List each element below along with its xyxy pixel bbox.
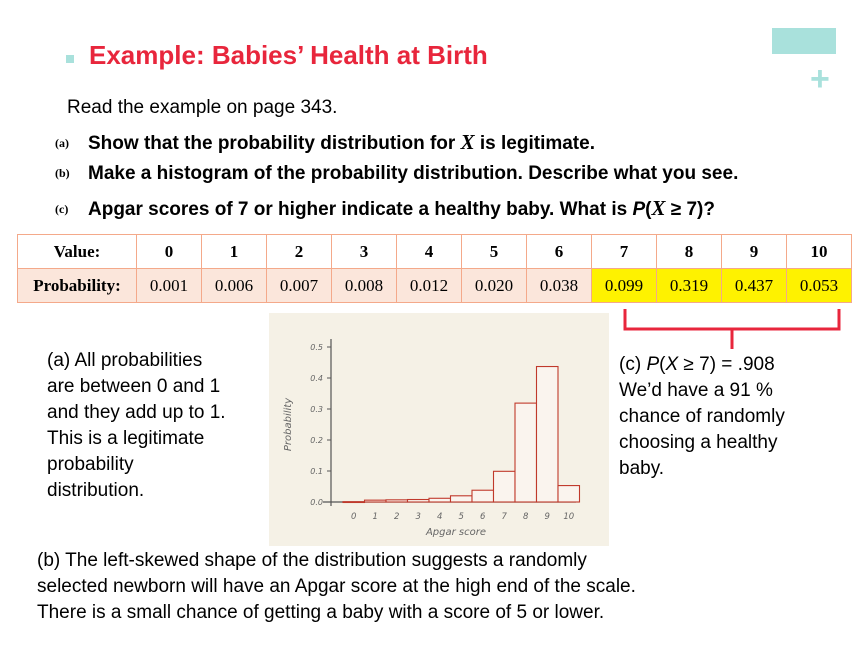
x-tick-label: 7 [501,512,507,522]
item-c-letter: (c) [55,202,69,217]
table-cell-value: 1 [202,235,267,269]
histogram-bar [386,500,408,502]
histogram-bar [558,486,580,502]
table-cell-probability: 0.020 [462,269,527,303]
answer-b-line: (b) The left-skewed shape of the distribution suggests a randomly [37,550,587,571]
x-tick-label: 2 [394,512,400,522]
answer-a-line: This is a legitimate [47,428,205,449]
item-a-text-end: is legitimate. [474,133,595,154]
y-tick-label: 0.3 [310,405,323,414]
table-cell-value: 0 [137,235,202,269]
answer-c [619,352,785,482]
table-cell-probability: 0.012 [397,269,462,303]
answer-c-value: ≥ 7) = .908 [678,354,775,375]
answer-a-line: (a) All probabilities [47,350,203,371]
item-b-letter: (b) [55,166,70,181]
table-cell-value: 5 [462,235,527,269]
item-c-open: ( [645,199,652,220]
plus-icon: + [810,60,830,98]
answer-b-line: There is a small chance of getting a baby with a score of 5 or lower. [37,602,605,623]
histogram-bar [472,490,494,502]
answer-c-line: choosing a healthy [619,432,778,453]
answer-a-line: distribution. [47,480,145,501]
table-header-value: Value: [18,235,137,269]
histogram-bar [408,500,430,502]
table-cell-probability-highlighted: 0.319 [657,269,722,303]
item-b [55,163,738,185]
y-tick-label: 0.2 [310,436,323,445]
histogram-bar [515,403,537,502]
answer-a-line: are between 0 and 1 [47,376,221,397]
item-a-variable: X [460,130,475,154]
answer-a-line: and they add up to 1. [47,402,226,423]
x-tick-label: 9 [544,512,550,522]
bracket-shape [620,305,844,355]
item-a-text-start: Show that the probability distribution for [88,133,461,154]
table-cell-value: 2 [267,235,332,269]
x-tick-label: 6 [480,512,486,522]
item-c [55,196,715,221]
histogram-bar [343,502,365,503]
answer-c-line-1 [619,352,785,378]
item-c-text-end: ≥ 7)? [665,199,715,220]
item-c-variable: X [651,196,666,220]
y-tick-label: 0.4 [310,374,323,383]
table-cell-value: 4 [397,235,462,269]
table-cell-value: 10 [787,235,852,269]
item-a-letter: (a) [55,136,69,151]
item-c-text-start: Apgar scores of 7 or higher indicate a healthy baby. What is [88,199,633,220]
title-bullet-icon [66,55,74,63]
intro-text: Read the example on page 343. [67,97,338,118]
table-cell-value: 6 [527,235,592,269]
histogram-bar [429,498,451,502]
answer-c-line: baby. [619,458,665,479]
x-tick-label: 8 [523,512,529,522]
y-axis-label: Probability [283,397,294,452]
histogram-bar [537,367,559,502]
probability-table [17,234,852,303]
histogram-bar [451,496,473,502]
table-cell-value: 3 [332,235,397,269]
table-cell-probability-highlighted: 0.437 [722,269,787,303]
table-cell-value: 8 [657,235,722,269]
x-tick-label: 0 [351,512,357,522]
table-cell-probability: 0.007 [267,269,332,303]
item-b-text: Make a histogram of the probability distribution. Describe what you see. [88,163,739,184]
table-cell-value: 7 [592,235,657,269]
table-cell-value: 9 [722,235,787,269]
table-cell-probability-highlighted: 0.099 [592,269,657,303]
table-cell-probability: 0.006 [202,269,267,303]
histogram-chart [269,313,609,546]
answer-c-P: P [646,354,660,375]
x-tick-label: 10 [563,512,575,522]
answer-c-open: ( [659,354,666,375]
histogram-panel [269,313,609,546]
answer-c-prefix: (c) [619,354,647,375]
answer-a [47,348,226,504]
table-cell-probability: 0.008 [332,269,397,303]
item-c-P: P [632,199,646,220]
histogram-bar [365,500,387,502]
table-row-values [18,235,852,269]
answer-a-line: probability [47,454,134,475]
x-tick-label: 1 [372,512,378,522]
answer-b-line: selected newborn will have an Apgar score at the high end of the scale. [37,576,636,597]
table-cell-probability: 0.001 [137,269,202,303]
histogram-bar [494,471,516,502]
answer-c-X: X [665,354,679,375]
table-row-probabilities [18,269,852,303]
answer-b [37,548,636,626]
table-cell-probability-highlighted: 0.053 [787,269,852,303]
x-tick-label: 4 [437,512,443,522]
y-tick-label: 0.0 [310,498,323,507]
item-a [55,130,595,155]
x-tick-label: 3 [415,512,421,522]
answer-c-line: chance of randomly [619,406,785,427]
table-cell-probability: 0.038 [527,269,592,303]
x-axis-label: Apgar score [425,527,487,538]
y-tick-label: 0.1 [310,467,323,476]
slide-title: Example: Babies’ Health at Birth [89,40,488,70]
decorative-rectangle [772,28,836,54]
table-header-probability: Probability: [18,269,137,303]
answer-c-line: We’d have a 91 % [619,380,773,401]
y-tick-label: 0.5 [310,343,323,352]
x-tick-label: 5 [458,512,464,522]
